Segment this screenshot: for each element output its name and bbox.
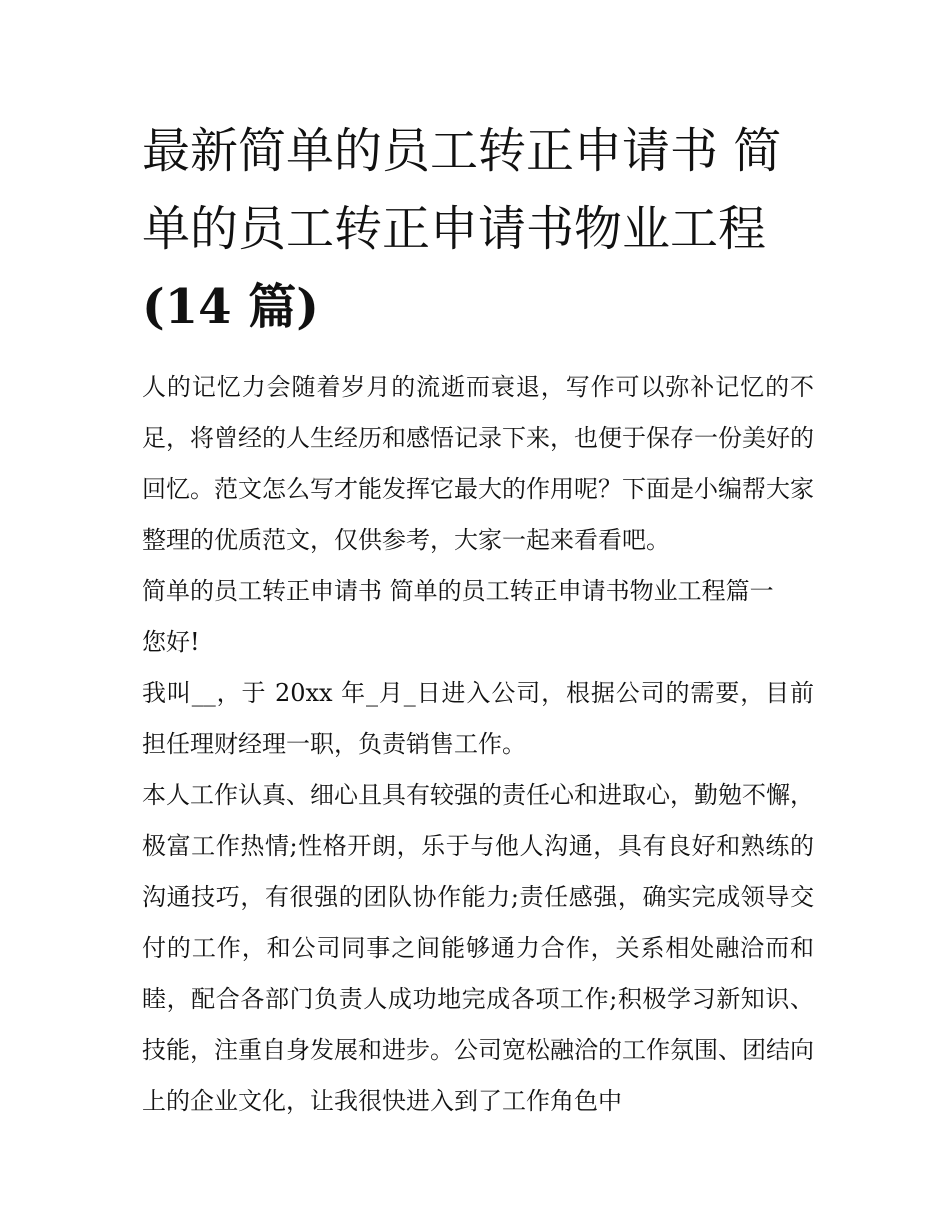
title-article-count: (14 篇) (142, 279, 319, 335)
intro-paragraph: 人的记忆力会随着岁月的流逝而衰退，写作可以弥补记忆的不足，将曾经的人生经历和感悟记录下来，也便于保存一份美好的回忆。范文怎么写才能发挥它最大的作用呢？下面是小编帮大家整理的优质范文，仅供参考，大家一起来看看吧。 (142, 373, 814, 554)
document-title (142, 112, 814, 346)
body-paragraph-1: 我叫__，于 20xx 年_月_日进入公司，根据公司的需要，目前担任理财经理一职，负责销售工作。 (142, 679, 814, 758)
body-paragraph-2: 本人工作认真、细心且具有较强的责任心和进取心，勤勉不懈，极富工作热情;性格开朗，乐于与他人沟通，具有良好和熟练的沟通技巧，有很强的团队协作能力;责任感强，确实完成领导交付的工作，和公司同事之间能够通力合作，关系相处融洽而和睦，配合各部门负责人成功地完成各项工作;积极学习新知识、技能，注重自身发展和进步。公司宽松融洽的工作氛围、团结向上的企业文化，让我很快进入到了工作角色中 (142, 781, 814, 1115)
greeting-line: 您好! (142, 628, 200, 656)
title-main-text: 最新简单的员工转正申请书 简单的员工转正申请书物业工程 (142, 123, 782, 257)
section-heading: 简单的员工转正申请书 简单的员工转正申请书物业工程篇一 (142, 577, 774, 605)
document-page (142, 112, 814, 1127)
